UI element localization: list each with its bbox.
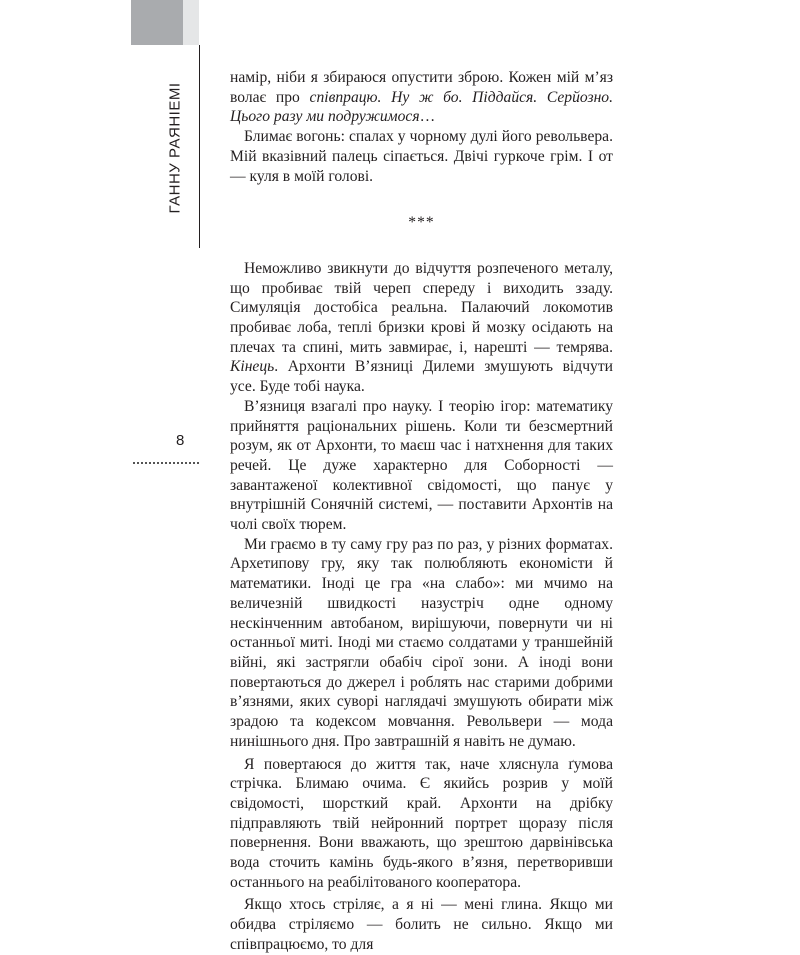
paragraph [230,895,613,954]
text-run: В’язниця взагалі про науку. І теорію ігор: математику прийняття раціональних рішень. Коли ти безсмертний розум, як от Архонти, то маєш час і натхнення для таких речей. Це дуже характерно для Соборності — завантаженої колективної свідомості, що панує у внутрішній Сонячній системі, — поставити Архонтів на чолі своїх тюрем. [230,397,613,534]
paragraph [230,397,613,535]
text-run: … [419,108,436,126]
page-number: 8 [176,432,185,449]
paragraph [230,259,613,397]
section-separator: *** [408,214,435,232]
header-gray-block [131,0,183,45]
page-number-dotted-rule [133,462,199,464]
italic-run: Кінець [230,358,275,376]
text-run: Якщо хтось стріляє, а я ні — мені глина. Якщо ми обидва стріляємо — болить не сильно. Якщо ми співпрацюємо, то для [230,896,613,953]
paragraph [230,755,613,893]
body-text [230,68,613,955]
paragraph [230,127,613,186]
italic-run: співпрацю. Ну ж бо. Піддайся. Серйозно. Цього разу ми подружимося [230,88,614,126]
text-run: Ми граємо в ту саму гру раз по раз, у різних форматах. Архетипову гру, яку так полюбляють економісти й математики. Іноді це гра «на слабо»: ми мчимо на величезній швидкості назустріч одне одному нескінченним автобаном, вирішуючи, повернути чи ні останньої миті. Іноді ми стаємо солдатами у траншейній війні, які застрягли обабіч сірої зони. А іноді вони повертаються до джерел і роблять нас старими добрими в’язнями, яких суворі наглядачі змушують обирати між зрадою та кодексом мовчання. Револьвери — мода нинішнього дня. Про завтрашній я навіть не думаю. [230,535,613,750]
running-head-text: ГАННУ РАЯНІЕМІ [166,82,184,214]
text-run: . Архонти В’язниці Дилеми змушують відчути усе. Буде тобі наука. [230,358,613,396]
paragraph [230,68,613,127]
text-run: намір, ніби я збираюся опустити зброю. Кожен мій м’яз волає про [230,69,613,106]
text-run: Блимає вогонь: спалах у чорному дулі його револьвера. Мій вказівний палець сіпається. Двічі гуркоче грім. І от — куля в моїй голові. [230,128,613,185]
text-run: Я повертаюся до життя так, наче хляснула ґумова стрічка. Блимаю очима. Є якийсь розрив у моїй свідомості, шорсткий край. Архонти на дрібку підправляють твій нейронний портрет щоразу після повернення. Вони вважають, що зрештою дарвінівська вода сточить камінь будь-якого в’язня, перетворивши останнього на реабілітованого кооператора. [230,755,613,891]
text-run: Неможливо звикнути до відчуття розпеченого металу, що пробиває твій череп спереду і виходить ззаду. Симуляція достобіса реальна. Палаючий локомотив пробиває лоба, теплі бризки крові й мозку осідають на плечах та спині, мить завмирає, і, нарешті — темрява. [230,259,613,356]
margin-rule [199,45,200,248]
header-light-block [183,0,199,45]
paragraph [230,535,613,752]
